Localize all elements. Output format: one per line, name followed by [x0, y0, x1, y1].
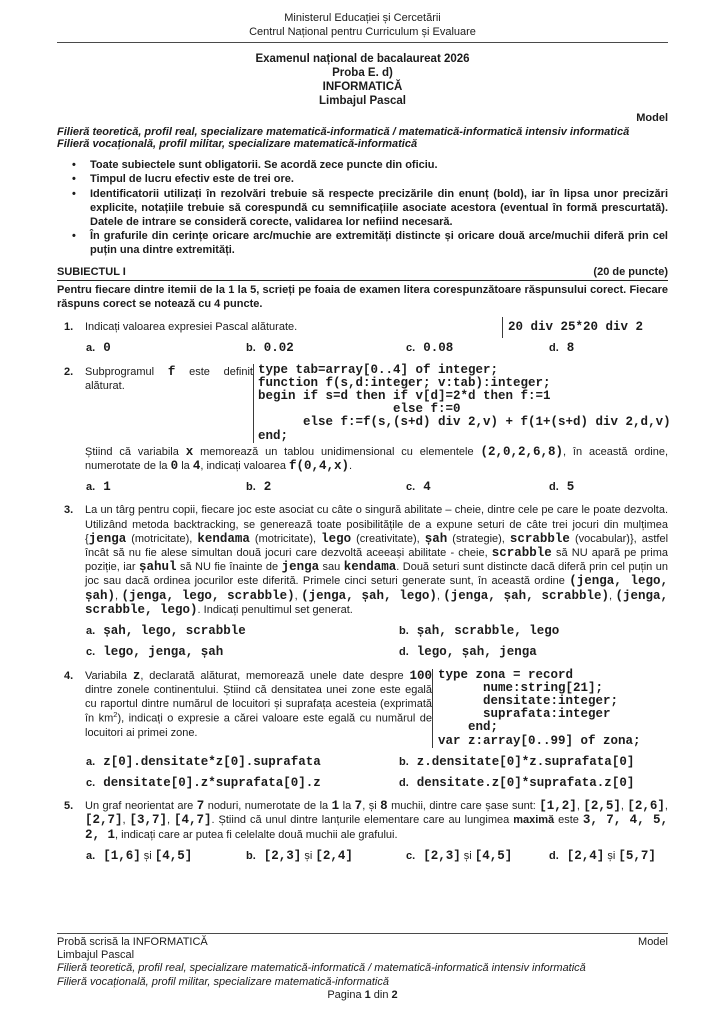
general-notes-list: [72, 158, 668, 257]
answer-grid: [85, 624, 668, 659]
section-instruction: Pentru fiecare dintre itemii de la 1 la 5, scrieți pe foaia de examen litera corespunzătoare răspunsului corect. Fiecare răspuns corect se notează cu 4 puncte.: [57, 283, 668, 311]
answer-label: c.: [406, 342, 416, 355]
answer-option-d: [399, 645, 668, 659]
answer-row: [85, 849, 668, 863]
answer-value: [1,6] și [4,5]: [103, 848, 193, 863]
answer-option-b: [399, 624, 668, 638]
answer-option-c: [86, 776, 399, 790]
answer-label: c.: [406, 849, 416, 862]
question-text: La un târg pentru copii, fiecare joc este asociat cu câte o singură abilitate – cheie, dintre cele pe care le poate dezvolta. Utilizând metoda backtracking, se generează toate posibilitățile de a expune seturi de câte trei jocuri din mulțimea {jenga (motricitate), kendama (motricitate), lego (creativitate), șah (strategie), scrabble (vocabular)}, astfel încât să nu fie alese simultan două jocuri care dezvoltă aceeași abilitate - cheie, scrabble să NU apară pe prima poziție, iar șahul să NU fie înainte de jenga sau kendama. Două seturi sunt distincte dacă diferă prin cel puțin un joc sau dacă ordinea jocurilor este diferită. Primele cinci seturi generate sunt, în această ordine (jenga, lego, șah), (jenga, lego, scrabble), (jenga, șah, lego), (jenga, șah, scrabble), (jenga, scrabble, lego). Indicați penultimul set generat.: [85, 504, 676, 617]
question-text: Un graf neorientat are 7 noduri, numerotate de la 1 la 7, și 8 muchii, dintre care șase sunt: [1,2], [2,5], [2,6], [2,7], [3,7], [4,7]. Știind că unul dintre lanțurile elementare care au lungimea maximă este 3, 7, 4, 5, 2, 1, indicați care ar putea fi celelalte două muchii ale grafului.: [85, 799, 676, 842]
question-2-row: [85, 362, 671, 443]
answer-option-b: [246, 341, 406, 355]
question-4: [57, 669, 668, 791]
answer-value: 4: [423, 480, 431, 495]
answer-value: 0: [103, 341, 111, 356]
question-2: [57, 362, 671, 495]
answer-value: 1: [103, 480, 111, 495]
exam-language: Limbajul Pascal: [319, 95, 406, 108]
filiera-line-1: Filieră teoretică, profil real, specializare matematică-informatică / matematică-informatică intensiv informatică: [57, 125, 630, 138]
question-number: 4.: [64, 669, 74, 682]
note-text: Toate subiectele sunt obligatorii. Se acordă zece puncte din oficiu.: [90, 159, 438, 172]
question-intro: Subprogramul f este definit alăturat.: [85, 364, 253, 392]
answer-option-a: [86, 755, 399, 769]
answer-option-c: [86, 645, 399, 659]
question-text: Știind că variabila x memorează un tablou unidimensional cu elementele (2,0,2,6,8), în această ordine, numerotate de la 0 la 4, indicați valoarea f(0,4,x).: [85, 444, 668, 474]
question-4-row: [85, 669, 668, 748]
answer-label: d.: [549, 849, 559, 862]
exam-title: Examenul național de bacalaureat 2026: [255, 53, 470, 66]
answer-value: lego, jenga, șah: [103, 645, 224, 660]
pascal-expression-code: 20 div 25*20 div 2: [502, 317, 643, 338]
answer-label: a.: [86, 625, 96, 638]
question-number: 2.: [64, 365, 74, 378]
answer-label: b.: [246, 849, 256, 862]
answer-label: b.: [399, 625, 409, 638]
answer-option-a: [86, 341, 246, 355]
answer-value: [2,4] și [5,7]: [566, 848, 656, 863]
footer-language: Limbajul Pascal: [57, 949, 135, 962]
section-header: [57, 265, 668, 281]
answer-label: b.: [246, 342, 256, 355]
answer-label: d.: [399, 646, 409, 659]
answer-value: 0.02: [263, 341, 294, 356]
answer-value: 8: [566, 341, 575, 356]
bullet-icon: •: [72, 230, 76, 243]
question-text: Indicați valoarea expresiei Pascal alăturate.: [85, 321, 298, 334]
answer-option-a: [86, 849, 246, 863]
section-title: SUBIECTUL I: [57, 265, 126, 278]
answer-option-c: [406, 480, 549, 494]
note-text: Timpul de lucru efectiv este de trei ore.: [90, 173, 294, 186]
question-1-row: [85, 320, 668, 334]
answer-value: z.densitate[0]*z.suprafata[0]: [416, 754, 635, 769]
answer-value: șah, scrabble, lego: [416, 624, 560, 639]
answer-value: densitate[0].z*suprafata[0].z: [103, 775, 321, 790]
answer-label: a.: [86, 342, 96, 355]
answer-label: b.: [246, 481, 256, 494]
page-footer: [57, 933, 668, 1002]
question-body: [85, 320, 668, 355]
answer-grid: [85, 755, 668, 790]
answer-value: 0.08: [423, 341, 454, 356]
ministry-line-1: Ministerul Educației și Cercetării: [284, 12, 441, 24]
answer-label: a.: [86, 755, 96, 768]
model-label: Model: [636, 112, 668, 125]
note-item: [72, 187, 668, 230]
question-body: [85, 669, 668, 791]
title-block: [57, 52, 668, 108]
answer-option-d: [549, 480, 668, 494]
exam-proba: Proba E. d): [332, 67, 393, 80]
footer-filiera-line-1: Filieră teoretică, profil real, specializare matematică-informatică / matematică-informatică intensiv informatică: [57, 962, 586, 975]
question-1: [57, 320, 668, 355]
answer-value: [2,3] și [2,4]: [263, 848, 353, 863]
ministry-line-2: Centrul Național pentru Curriculum și Evaluare: [249, 26, 476, 39]
question-number: 1.: [64, 321, 74, 334]
answer-label: c.: [406, 481, 416, 494]
answer-value: z[0].densitate*z[0].suprafata: [103, 754, 321, 769]
pascal-record-code: type zona = record nume:string[21]; densitate:integer; suprafata:integer end; var z:array[0..99] of zona;: [432, 669, 641, 748]
answer-label: a.: [86, 481, 96, 494]
footer-subject: Probă scrisă la INFORMATICĂ: [57, 936, 208, 948]
question-number: 5.: [64, 800, 74, 813]
note-item: [72, 158, 668, 172]
question-3: [57, 503, 676, 660]
answer-value: 2: [263, 480, 272, 495]
answer-label: d.: [399, 776, 409, 789]
answer-value: densitate.z[0]*suprafata.z[0]: [416, 775, 635, 790]
answer-value: lego, șah, jenga: [416, 645, 537, 660]
exam-discipline: INFORMATICĂ: [322, 81, 403, 94]
answer-option-a: [86, 624, 399, 638]
note-text: În grafurile din cerințe oricare arc/muchie are extremități distincte și oricare două arce/muchii diferă prin cel puțin una dintre extremități.: [90, 230, 668, 257]
footer-row: [57, 936, 668, 949]
answer-row: [85, 480, 668, 494]
answer-option-b: [246, 480, 406, 494]
bullet-icon: •: [72, 173, 76, 186]
footer-filiera-line-2: Filieră vocațională, profil militar, specializare matematică-informatică: [57, 975, 389, 988]
answer-label: c.: [86, 646, 96, 659]
question-body: [85, 362, 671, 495]
footer-model-label: Model: [638, 936, 668, 948]
answer-row: [85, 341, 668, 355]
bullet-icon: •: [72, 187, 76, 200]
page-number: Pagina 1 din 2: [327, 988, 398, 1001]
answer-label: b.: [399, 755, 409, 768]
answer-label: a.: [86, 849, 96, 862]
bullet-icon: •: [72, 159, 76, 172]
answer-value: 5: [566, 480, 575, 495]
answer-option-c: [406, 849, 549, 863]
answer-value: șah, lego, scrabble: [103, 624, 246, 639]
answer-option-b: [399, 755, 668, 769]
document-header: [57, 11, 668, 43]
answer-option-d: [549, 341, 668, 355]
answer-option-b: [246, 849, 406, 863]
answer-value: [2,3] și [4,5]: [423, 848, 513, 863]
answer-option-a: [86, 480, 246, 494]
note-item: [72, 229, 668, 257]
pascal-function-code: type tab=array[0..4] of integer; function f(s,d:integer; v:tab):integer; begin if s=d then if v[d]=2*d then f:=1 else f:=0 else f:=f(s,(s+d) div 2,v) + f(1+(s+d) div 2,d,v) end;: [253, 364, 671, 443]
answer-label: d.: [549, 481, 559, 494]
question-number: 3.: [64, 504, 74, 517]
question-text: Variabila z, declarată alăturat, memorează unele date despre 100 dintre zonele continentului. Știind că densitatea unei zone este egală cu raportul dintre numărul de locuitori și suprafața acesteia (exprimată în $km^2$), indicați o expresie a cărei valoare este egală cu numărul de locuitori ai primei zone.: [85, 668, 433, 739]
answer-label: d.: [549, 342, 559, 355]
question-body: [85, 799, 676, 863]
answer-label: c.: [86, 776, 96, 789]
question-body: [85, 503, 676, 660]
note-text: Identificatorii utilizați în rezolvări trebuie să respecte precizările din enunț (bold), iar în lipsa unor precizări explicite, notațiile trebuie să corespundă cu semnificațiile asociate acestora (eventual în formă prescurtată). Datele de intrare se consideră corecte, validarea lor nefiind necesară.: [90, 187, 668, 229]
answer-option-d: [399, 776, 668, 790]
section-points: (20 de puncte): [593, 265, 668, 278]
note-item: [72, 172, 668, 186]
filiera-line-2: Filieră vocațională, profil militar, specializare matematică-informatică: [57, 138, 418, 151]
answer-option-d: [549, 849, 668, 863]
question-5: [57, 799, 676, 863]
answer-option-c: [406, 341, 549, 355]
